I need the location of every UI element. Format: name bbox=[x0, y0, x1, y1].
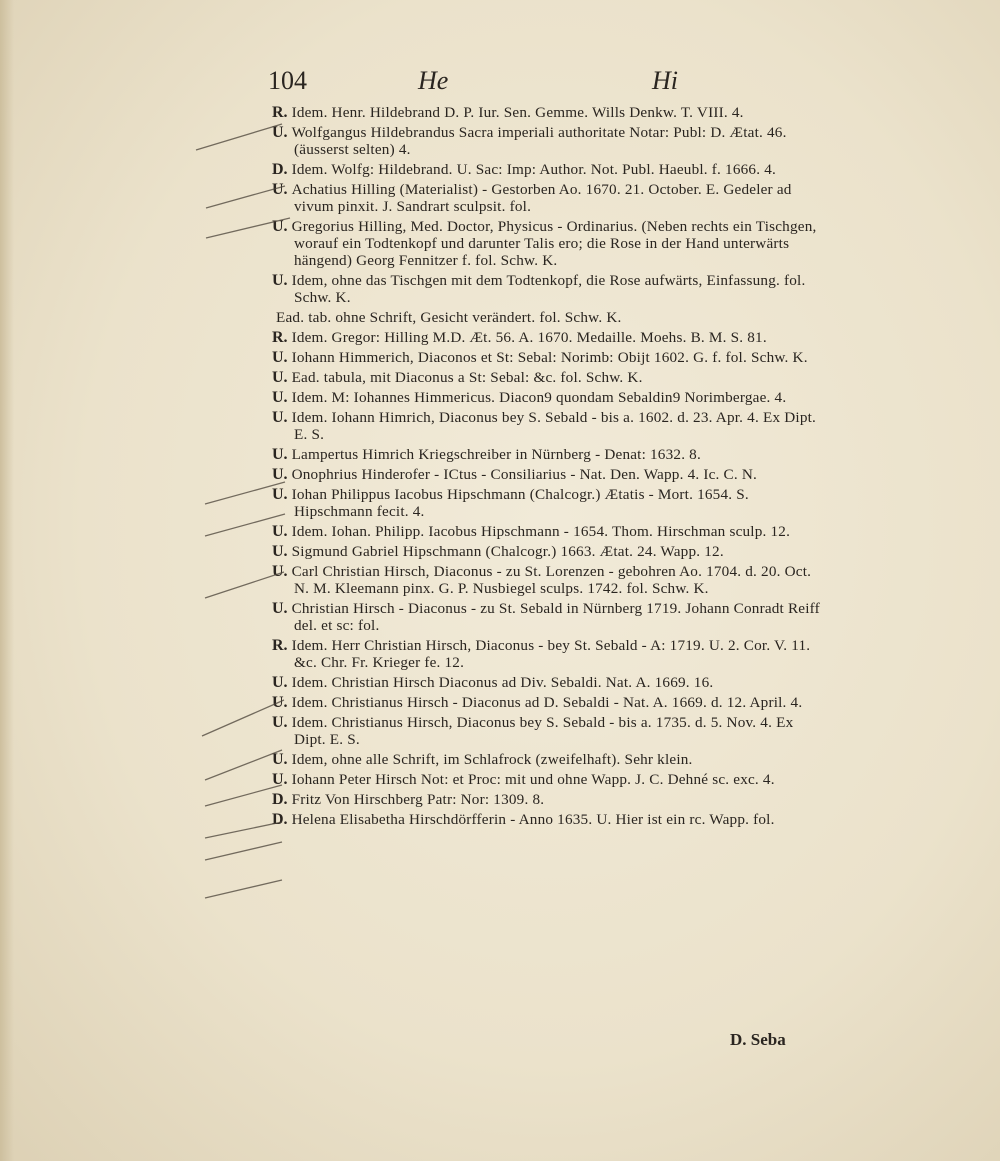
catalog-entry bbox=[272, 446, 828, 463]
catalog-entry bbox=[272, 389, 828, 406]
entry-text: Idem. Iohan. Philipp. Iacobus Hipschmann - 1654. Thom. Hirschman sculp. 12. bbox=[291, 523, 791, 540]
catalog-entry bbox=[272, 791, 828, 808]
entry-text: Iohan Philippus Iacobus Hipschmann (Chalcogr.) Ætatis - Mort. 1654. S. Hipschmann fecit. 4. bbox=[291, 486, 749, 520]
entry-text: Lampertus Himrich Kriegschreiber in Nürnberg - Denat: 1632. 8. bbox=[291, 446, 701, 463]
entry-symbol: U. bbox=[272, 714, 288, 731]
entry-symbol: R. bbox=[272, 329, 288, 346]
entry-symbol: U. bbox=[272, 751, 288, 768]
entry-symbol: R. bbox=[272, 637, 288, 654]
entry-text: Idem. M: Iohannes Himmericus. Diacon9 quondam Sebaldin9 Norimbergae. 4. bbox=[291, 389, 787, 406]
entry-symbol: U. bbox=[272, 181, 288, 198]
catalog-entry bbox=[272, 272, 828, 306]
entry-text: Idem. Christianus Hirsch, Diaconus bey S. Sebald - bis a. 1735. d. 5. Nov. 4. Ex Dipt. E. S. bbox=[291, 714, 794, 748]
entry-text: Achatius Hilling (Materialist) - Gestorben Ao. 1670. 21. October. E. Gedeler ad vivum pinxit. J. Sandrart sculpsit. fol. bbox=[291, 181, 792, 215]
entry-symbol: U. bbox=[272, 600, 288, 617]
entry-symbol: U. bbox=[272, 124, 288, 141]
catalog-entry bbox=[272, 124, 828, 158]
entry-symbol: U. bbox=[272, 389, 288, 406]
entry-text: Idem. Christianus Hirsch - Diaconus ad D. Sebaldi - Nat. A. 1669. d. 12. April. 4. bbox=[291, 694, 803, 711]
catalog-entry bbox=[272, 486, 828, 520]
catalog-entry bbox=[272, 751, 828, 768]
entry-symbol: U. bbox=[272, 409, 288, 426]
page-gutter-shadow bbox=[0, 0, 14, 1161]
catalog-entry bbox=[272, 369, 828, 386]
entry-symbol: U. bbox=[272, 771, 288, 788]
entry-symbol: U. bbox=[272, 563, 288, 580]
catalog-entry bbox=[272, 543, 828, 560]
running-header bbox=[268, 66, 828, 100]
pencil-mark bbox=[205, 880, 282, 898]
pencil-mark bbox=[205, 822, 282, 838]
pencil-mark bbox=[205, 842, 282, 860]
entry-text: Idem. Iohann Himrich, Diaconus bey S. Sebald - bis a. 1602. d. 23. Apr. 4. Ex Dipt. E. S. bbox=[291, 409, 817, 443]
catalog-entry bbox=[272, 309, 828, 326]
entry-text: Idem. Wolfg: Hildebrand. U. Sac: Imp: Author. Not. Publ. Haeubl. f. 1666. 4. bbox=[291, 161, 777, 178]
catalog-entry bbox=[272, 600, 828, 634]
catalog-entry bbox=[272, 694, 828, 711]
entry-text: Fritz Von Hirschberg Patr: Nor: 1309. 8. bbox=[291, 791, 545, 808]
pencil-mark bbox=[205, 750, 282, 780]
entry-text: Helena Elisabetha Hirschdörfferin - Anno 1635. U. Hier ist ein rc. Wapp. fol. bbox=[291, 811, 775, 828]
entry-text: Christian Hirsch - Diaconus - zu St. Sebald in Nürnberg 1719. Johann Conradt Reiff del. et sc: fol. bbox=[291, 600, 820, 634]
catalog-entry bbox=[272, 181, 828, 215]
entry-text: Idem, ohne das Tischgen mit dem Todtenkopf, die Rose aufwärts, Einfassung. fol. Schw. K. bbox=[291, 272, 806, 306]
entry-symbol: U. bbox=[272, 466, 288, 483]
entry-symbol: U. bbox=[272, 694, 288, 711]
catchword: D. Seba bbox=[730, 1030, 786, 1049]
catalog-entry bbox=[272, 637, 828, 671]
entry-text: Idem. Henr. Hildebrand D. P. Iur. Sen. Gemme. Wills Denkw. T. VIII. 4. bbox=[291, 104, 744, 121]
catalog-entry bbox=[272, 349, 828, 366]
entry-symbol: U. bbox=[272, 369, 288, 386]
entry-text: Gregorius Hilling, Med. Doctor, Physicus - Ordinarius. (Neben rechts ein Tischgen, worauf ein Todtenkopf und darunter Talis ero; die Rose in der Hand unterwärts hängend) Georg Fennitzer f. fol. Schw. K. bbox=[291, 218, 817, 269]
header-right: Hi bbox=[652, 66, 678, 95]
catalog-entry bbox=[272, 104, 828, 121]
entry-symbol: D. bbox=[272, 161, 288, 178]
entry-symbol: R. bbox=[272, 104, 288, 121]
entry-text: Sigmund Gabriel Hipschmann (Chalcogr.) 1663. Ætat. 24. Wapp. 12. bbox=[291, 543, 724, 560]
catalog-entry bbox=[272, 714, 828, 748]
entry-symbol: U. bbox=[272, 218, 288, 235]
entry-text: Idem, ohne alle Schrift, im Schlafrock (zweifelhaft). Sehr klein. bbox=[291, 751, 693, 768]
entry-text: Onophrius Hinderofer - ICtus - Consiliarius - Nat. Den. Wapp. 4. Ic. C. N. bbox=[291, 466, 758, 483]
catalog-entry bbox=[272, 674, 828, 691]
entry-symbol: U. bbox=[272, 349, 288, 366]
entry-symbol: U. bbox=[272, 523, 288, 540]
entry-text: Ead. tab. ohne Schrift, Gesicht verändert. fol. Schw. K. bbox=[276, 309, 622, 326]
catalog-entry bbox=[272, 329, 828, 346]
entry-symbol: U. bbox=[272, 272, 288, 289]
entry-text: Iohann Peter Hirsch Not: et Proc: mit und ohne Wapp. J. C. Dehné sc. exc. 4. bbox=[291, 771, 775, 788]
entry-symbol: D. bbox=[272, 791, 288, 808]
pencil-mark bbox=[205, 785, 282, 806]
entry-symbol: D. bbox=[272, 811, 288, 828]
entry-text: Idem. Herr Christian Hirsch, Diaconus - bey St. Sebald - A: 1719. U. 2. Cor. V. 11. &c. Chr. Fr. Krieger fe. 12. bbox=[291, 637, 811, 671]
catalog-entry bbox=[272, 811, 828, 828]
pencil-mark bbox=[196, 124, 282, 150]
entry-text: Iohann Himmerich, Diaconos et St: Sebal: Norimb: Obijt 1602. G. f. fol. Schw. K. bbox=[291, 349, 808, 366]
entry-text: Wolfgangus Hildebrandus Sacra imperiali authoritate Notar: Publ: D. Ætat. 46. (äusserst selten) 4. bbox=[291, 124, 787, 158]
catalog-entry bbox=[272, 466, 828, 483]
entry-symbol: U. bbox=[272, 543, 288, 560]
entry-text: Idem. Christian Hirsch Diaconus ad Div. Sebaldi. Nat. A. 1669. 16. bbox=[291, 674, 714, 691]
catalog-entries bbox=[272, 104, 828, 831]
entry-text: Ead. tabula, mit Diaconus a St: Sebal: &c. fol. Schw. K. bbox=[291, 369, 643, 386]
entry-text: Idem. Gregor: Hilling M.D. Æt. 56. A. 1670. Medaille. Moehs. B. M. S. 81. bbox=[291, 329, 767, 346]
header-left: He bbox=[418, 66, 449, 95]
page-number: 104 bbox=[268, 66, 307, 95]
entry-symbol: U. bbox=[272, 446, 288, 463]
catalog-entry bbox=[272, 218, 828, 269]
catalog-entry bbox=[272, 161, 828, 178]
catalog-entry bbox=[272, 771, 828, 788]
catalog-entry bbox=[272, 523, 828, 540]
entry-text: Carl Christian Hirsch, Diaconus - zu St. Lorenzen - gebohren Ao. 1704. d. 20. Oct. N. M. Kleemann pinx. G. P. Nusbiegel sculps. 1742. fol. Schw. K. bbox=[291, 563, 812, 597]
catalog-entry bbox=[272, 563, 828, 597]
entry-symbol: U. bbox=[272, 486, 288, 503]
catalog-entry bbox=[272, 409, 828, 443]
entry-symbol: U. bbox=[272, 674, 288, 691]
